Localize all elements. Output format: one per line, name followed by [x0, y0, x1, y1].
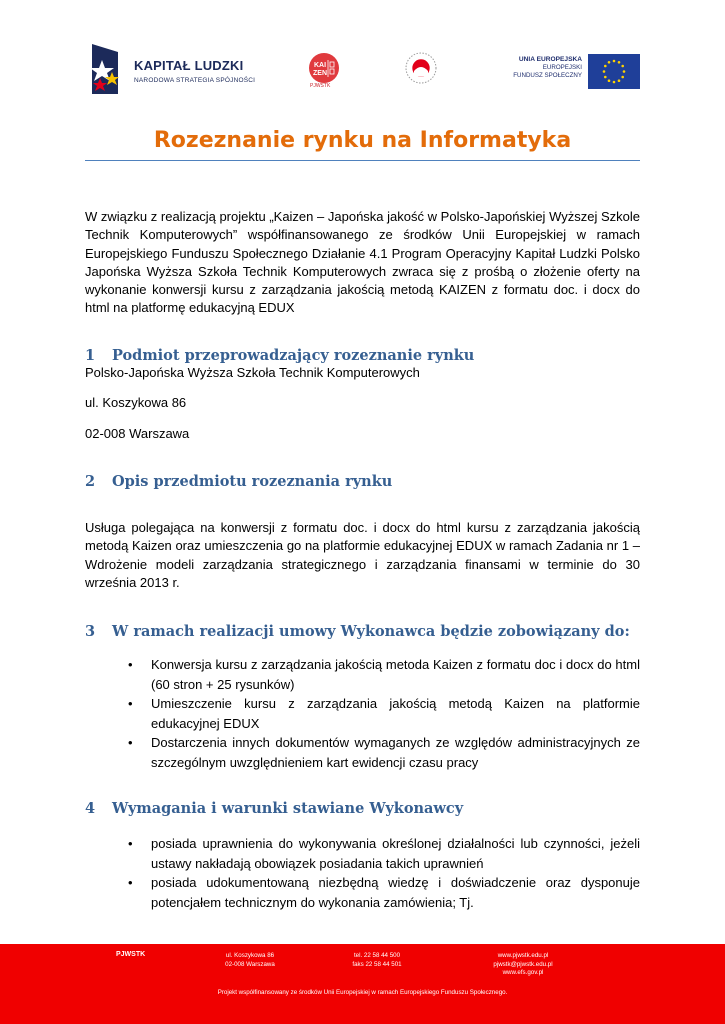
bullet-icon: • [128, 836, 133, 851]
list-item [128, 694, 640, 733]
contractor-name: Polsko-Japońska Wyższa Szkoła Technik Komputerowych [85, 365, 420, 380]
footer-efs-link[interactable]: www.efs.gov.pl [502, 969, 544, 976]
eu-logo-text [513, 56, 582, 80]
kaizen-logo-line2: ZEN [313, 70, 327, 77]
list-item-text: Dostarczenia innych dokumentów wymaganych ze względów administracyjnych ze szczególnym uwzględnieniem kart ewidencji czasu pracy [151, 735, 640, 770]
kapital-ludzki-subtitle: NARODOWA STRATEGIA SPÓJNOŚCI [134, 77, 256, 84]
section-1-heading [85, 347, 474, 364]
footer-brand: PJWSTK [116, 951, 146, 958]
eu-logo [500, 54, 640, 90]
eu-flag-icon [588, 54, 640, 89]
kaizen-caption: PJWSTK [310, 83, 331, 89]
footer-note: Projekt współfinansowany ze środków Unii Europejskiej w ramach Europejskiego Funduszu Społecznego. [217, 989, 508, 996]
footer-web [478, 952, 568, 978]
list-item-text: Konwersja kursu z zarządzania jakością metoda Kaizen z formatu doc i docx do html (60 stron + 25 rysunków) [151, 657, 640, 692]
list-item-text: posiada udokumentowaną niezbędną wiedzę i doświadczenie oraz dysponuje potencjałem technicznym do wykonania zamówienia; Tj. [151, 875, 640, 910]
footer-website-link[interactable]: www.pjwstk.edu.pl [497, 952, 549, 959]
footer-address-street: ul. Koszykowa 86 [225, 952, 275, 959]
list-item [128, 873, 640, 912]
bullet-icon: • [128, 875, 133, 890]
section-title: Wymagania i warunki stawiane Wykonawcy [112, 800, 464, 817]
footer-phone-tel: tel. 22 58 44 500 [353, 952, 401, 959]
kapital-ludzki-logo [88, 42, 268, 96]
eu-logo-line3: FUNDUSZ SPOŁECZNY [513, 72, 582, 79]
list-item [128, 834, 640, 873]
footer-phone [337, 952, 417, 969]
section-2-heading [85, 473, 392, 490]
section-3-heading [85, 623, 630, 640]
kaizen-logo-line1: KAI [313, 62, 327, 69]
section-title: W ramach realizacji umowy Wykonawca będzie zobowiązany do: [112, 623, 630, 640]
eu-logo-line1: UNIA EUROPEJSKA [518, 56, 582, 63]
contractor-city: 02-008 Warszawa [85, 426, 190, 441]
section-3-list [128, 655, 640, 772]
footer-email-link[interactable]: pjwstk@pjwstk.edu.pl [493, 960, 553, 968]
list-item-text: Umieszczenie kursu z zarządzania jakością metodą Kaizen na platformie edukacyjnej EDUX [151, 696, 640, 731]
intro-paragraph: W związku z realizacją projektu „Kaizen – Japońska jakość w Polsko-Japońskiej Wyższej Szkole Technik Komputerowych” współfinansowanego ze środków Unii Europejskiej w ramach Europejskiego Funduszu Społecznego Działanie 4.1 Program Operacyjny Kapitał Ludzki Polsko Japońska Wyższa Szkoła Technik Komputerowych zwraca się z prośbą o złożenie oferty na wykonanie konwersji kursu z zarządzania jakością metodą KAIZEN z formatu doc. i docx do html na platformę edukacyjną EDUX [85, 209, 640, 316]
footer-address [210, 952, 290, 969]
section-number: 3 [85, 623, 96, 640]
section-title: Opis przedmiotu rozeznania rynku [112, 473, 393, 490]
bullet-icon: • [128, 735, 133, 750]
list-item [128, 655, 640, 694]
list-item-text: posiada uprawnienia do wykonywania określonej działalności lub czynności, jeżeli ustawy nakładają obowiązek posiadania takich uprawnień [151, 836, 640, 871]
section-number: 4 [85, 800, 96, 817]
eu-logo-line2: EUROPEJSKI [542, 64, 582, 71]
bullet-icon: • [128, 657, 133, 672]
footer-address-city: 02-008 Warszawa [225, 960, 275, 968]
kapital-ludzki-star-icon [88, 42, 130, 96]
section-number: 1 [85, 347, 96, 364]
university-seal-icon [405, 51, 437, 85]
header-logos [0, 0, 725, 110]
title-divider [85, 160, 640, 161]
bullet-icon: • [128, 696, 133, 711]
section-title: Podmiot przeprowadzający rozeznanie rynku [112, 347, 475, 364]
contractor-street: ul. Koszykowa 86 [85, 395, 187, 410]
footer-phone-fax: faks 22 58 44 501 [352, 960, 402, 968]
kaizen-logo [308, 52, 340, 84]
section-4-list [128, 834, 640, 912]
kapital-ludzki-title: KAPITAŁ LUDZKI [134, 58, 244, 73]
page-title: Rozeznanie rynku na Informatyka [153, 128, 572, 153]
section-number: 2 [85, 473, 96, 490]
page-footer [0, 944, 725, 1024]
section-2-paragraph: Usługa polegająca na konwersji z formatu doc. i docx do html kursu z zarządzania jakością metodą Kaizen oraz umieszczenia go na platformie edukacyjnej EDUX w ramach Zadania nr 1 – Wdrożenie modeli zarządzania strategicznego i zarządzania finansami w terminie do 30 września 2013 r. [85, 520, 640, 590]
list-item [128, 733, 640, 772]
section-4-heading [85, 800, 463, 817]
